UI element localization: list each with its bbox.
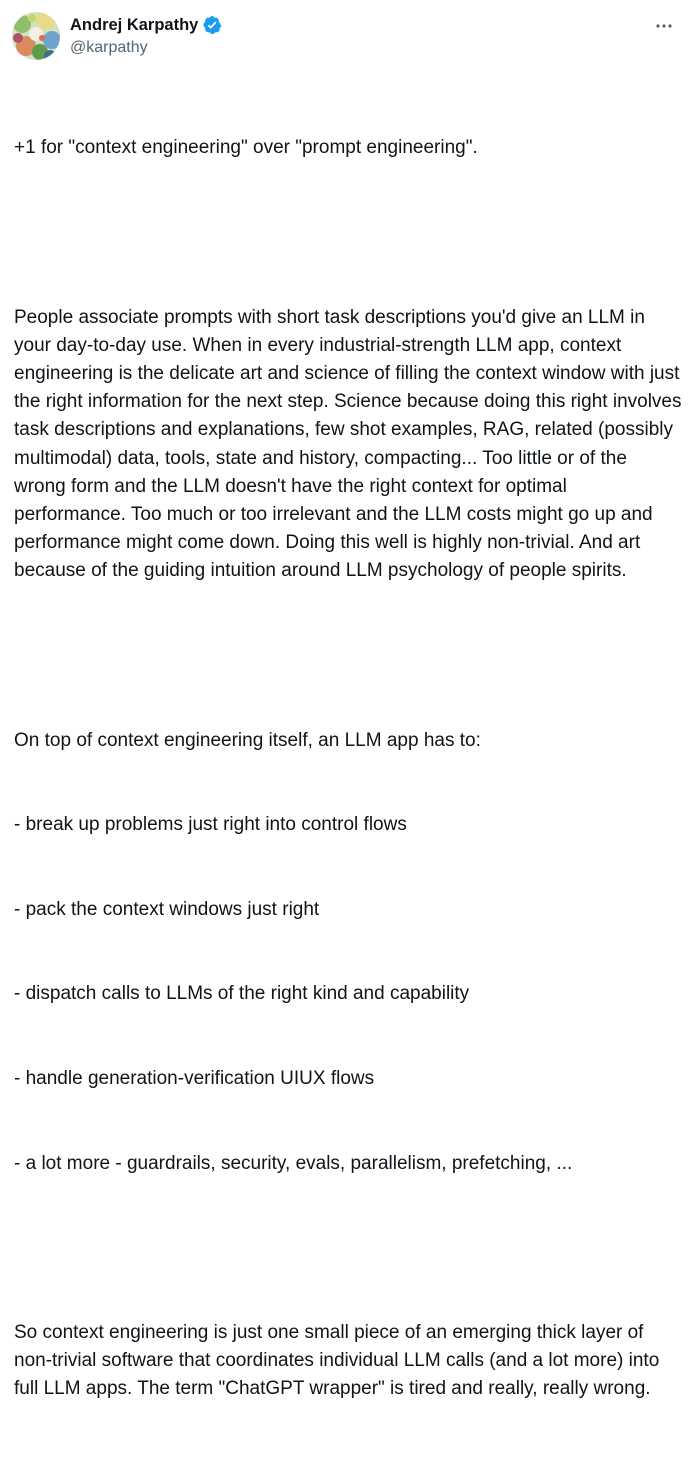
more-options-icon[interactable] — [650, 12, 678, 40]
display-name-row — [70, 14, 222, 36]
tweet-paragraph-3: On top of context engineering itself, an LLM app has to: — [14, 729, 481, 751]
author-names — [70, 14, 222, 57]
list-item: - handle generation-verification UIUX flows — [14, 1068, 375, 1090]
verified-badge-icon — [202, 15, 222, 35]
tweet-paragraph-1: +1 for "context engineering" over "prompt engineering". — [14, 137, 478, 159]
tweet-header — [12, 10, 678, 62]
tweet-paragraph-4: So context engineering is just one small piece of an emerging thick layer of non-trivial software that coordinates individual LLM calls (and a lot more) into full LLM apps. The term "ChatGPT wrapper" is tired and really, really wrong. — [14, 1321, 665, 1400]
avatar[interactable] — [12, 12, 60, 60]
list-item: - break up problems just right into control flows — [14, 814, 407, 836]
display-name[interactable]: Andrej Karpathy — [70, 15, 199, 34]
list-item: - a lot more - guardrails, security, evals, parallelism, prefetching, ... — [14, 1152, 573, 1174]
tweet-text — [14, 78, 687, 1460]
list-item: - pack the context windows just right — [14, 898, 320, 920]
tweet-paragraph-2: People associate prompts with short task descriptions you'd give an LLM in your day-to-day use. When in every industrial-strength LLM app, context engineering is the delicate art and science of filling the context window with just the right information for the next step. Science because doing this right involves task descriptions and explanations, few shot examples, RAG, related (possibly multimodal) data, tools, state and history, compacting... Too little or of the wrong form and the LLM doesn't have the right context for optimal performance. Too much or too irrelevant and the LLM costs might go up and performance might come down. Doing this well is highly non-trivial. And art because of the guiding intuition around LLM psychology of people spirits. — [14, 306, 687, 582]
author-handle[interactable]: @karpathy — [70, 39, 148, 56]
list-item: - dispatch calls to LLMs of the right kind and capability — [14, 983, 470, 1005]
